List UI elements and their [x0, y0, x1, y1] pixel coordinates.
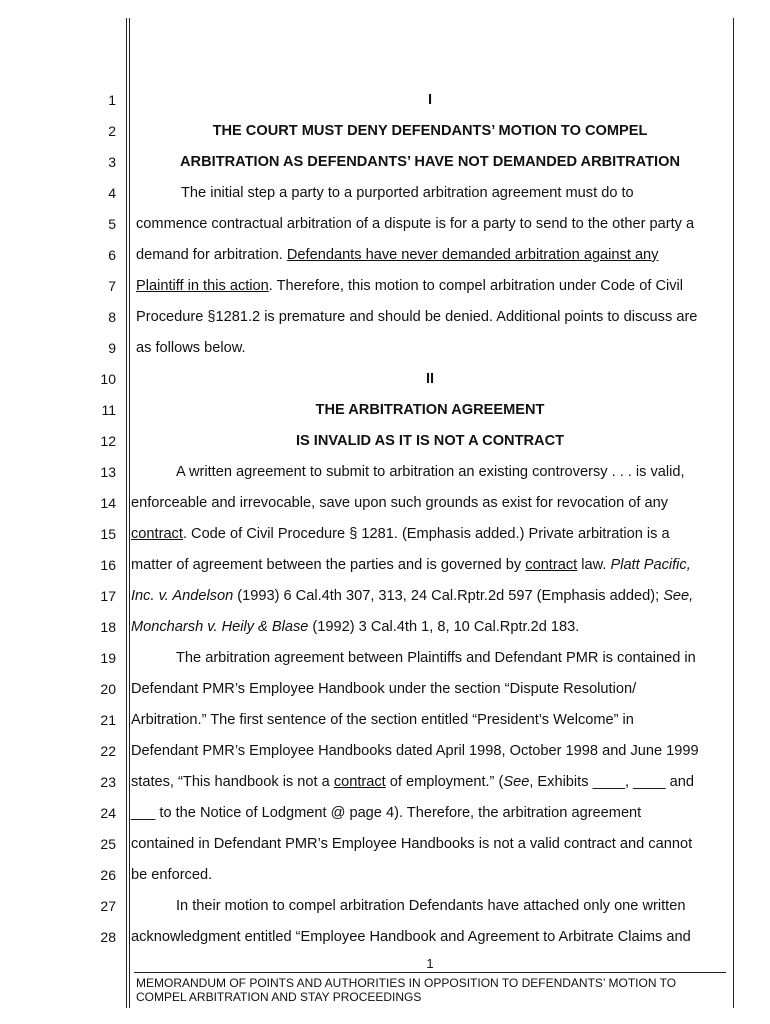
- underlined-text: contract: [131, 526, 183, 542]
- line-number: 4: [108, 185, 116, 201]
- line-number: 15: [100, 526, 116, 542]
- line-number: 18: [100, 619, 116, 635]
- line-number: 12: [100, 433, 116, 449]
- body-line-15: [131, 525, 670, 543]
- right-margin-rule: [733, 18, 734, 1008]
- body-line-4: The initial step a party to a purported arbitration agreement must do to: [181, 185, 634, 201]
- text-run: of employment.” (: [385, 774, 504, 790]
- body-line-8: Procedure §1281.2 is premature and should be denied. Additional points to discuss are: [136, 309, 698, 325]
- body-line-5: commence contractual arbitration of a dispute is for a party to send to the other party a: [136, 216, 695, 232]
- body-line-27: In their motion to compel arbitration Defendants have attached only one written: [176, 898, 686, 914]
- body-line-17: [131, 587, 693, 605]
- section-numeral-i: I: [427, 92, 433, 108]
- text-run: (1992) 3 Cal.4th 1, 8, 10 Cal.Rptr.2d 183.: [308, 619, 580, 635]
- section-heading-i-line2: ARBITRATION AS DEFENDANTS’ HAVE NOT DEMANDED ARBITRATION: [180, 154, 680, 170]
- section-heading-i-line1: THE COURT MUST DENY DEFENDANTS’ MOTION TO COMPEL: [212, 123, 648, 139]
- body-line-22: Defendant PMR’s Employee Handbooks dated April 1998, October 1998 and June 1999: [131, 743, 699, 759]
- line-number: 24: [100, 805, 116, 821]
- body-line-13: A written agreement to submit to arbitration an existing controversy . . . is valid,: [176, 464, 685, 480]
- section-heading-ii-line2: IS INVALID AS IT IS NOT A CONTRACT: [295, 433, 565, 449]
- case-citation: Inc. v. Andelson: [131, 588, 234, 604]
- footer-caption-line2: COMPEL ARBITRATION AND STAY PROCEEDINGS: [136, 990, 422, 1004]
- line-number: 7: [108, 278, 116, 294]
- body-line-25: contained in Defendant PMR’s Employee Handbooks is not a valid contract and cannot: [131, 836, 693, 852]
- body-line-28: acknowledgment entitled “Employee Handbook and Agreement to Arbitrate Claims and: [131, 929, 691, 945]
- line-number: 25: [100, 836, 116, 852]
- text-run: matter of agreement between the parties and is governed by: [131, 557, 526, 573]
- text-run: (1993) 6 Cal.4th 307, 313, 24 Cal.Rptr.2d 597 (Emphasis added);: [233, 588, 664, 604]
- page-number: 1: [426, 956, 434, 971]
- case-citation: Moncharsh v. Heily & Blase: [131, 619, 309, 635]
- line-number: 8: [108, 309, 116, 325]
- line-number: 13: [100, 464, 116, 480]
- body-line-6: [136, 246, 658, 264]
- body-line-19: The arbitration agreement between Plaintiffs and Defendant PMR is contained in: [176, 650, 696, 666]
- line-number: 2: [108, 123, 116, 139]
- line-number: 17: [100, 588, 116, 604]
- body-line-16: [131, 556, 691, 574]
- text-run: law.: [577, 557, 611, 573]
- body-line-24: ___ to the Notice of Lodgment @ page 4). Therefore, the arbitration agreement: [131, 805, 642, 821]
- body-line-18: [131, 618, 579, 636]
- signal-text: See: [503, 774, 530, 790]
- underlined-text: contract: [333, 774, 386, 790]
- line-number: 5: [108, 216, 116, 232]
- section-heading-ii-line1: THE ARBITRATION AGREEMENT: [315, 402, 545, 418]
- line-number: 23: [100, 774, 116, 790]
- line-number: 10: [100, 371, 116, 387]
- line-number: 20: [100, 681, 116, 697]
- footer-caption: [136, 976, 676, 1004]
- line-number: 26: [100, 867, 116, 883]
- underlined-text: contract: [525, 557, 578, 573]
- section-numeral-ii: II: [425, 371, 435, 387]
- line-number: 3: [108, 154, 116, 170]
- text-run: demand for arbitration.: [136, 247, 287, 263]
- body-line-21: Arbitration.” The first sentence of the section entitled “President’s Welcome” in: [131, 712, 634, 728]
- text-run: states, “This handbook is not a: [131, 774, 334, 790]
- text-run: , Exhibits ____, ____ and: [529, 774, 695, 790]
- line-number: 9: [108, 340, 116, 356]
- body-line-20: Defendant PMR’s Employee Handbook under the section “Dispute Resolution/: [131, 681, 637, 697]
- line-number: 11: [101, 402, 116, 418]
- text-run: . Code of Civil Procedure § 1281. (Emphasis added.) Private arbitration is a: [182, 526, 670, 542]
- line-number: 21: [100, 712, 116, 728]
- signal-text: See,: [663, 588, 694, 604]
- underlined-text: Plaintiff in this action: [136, 278, 269, 294]
- underlined-text: Defendants have never demanded arbitration against any: [286, 247, 659, 263]
- text-run: . Therefore, this motion to compel arbitration under Code of Civil: [268, 278, 684, 294]
- footer-divider: [134, 972, 726, 973]
- body-line-26: be enforced.: [131, 867, 213, 883]
- case-citation: Platt Pacific,: [610, 557, 691, 573]
- body-line-14: enforceable and irrevocable, save upon such grounds as exist for revocation of any: [131, 495, 669, 511]
- footer-caption-line1: MEMORANDUM OF POINTS AND AUTHORITIES IN OPPOSITION TO DEFENDANTS’ MOTION TO: [136, 976, 677, 990]
- body-line-7: [136, 277, 683, 295]
- line-number: 19: [100, 650, 116, 666]
- line-number: 28: [100, 929, 116, 945]
- body-line-9: as follows below.: [136, 340, 246, 356]
- line-number: 27: [100, 898, 116, 914]
- body-line-23: [131, 773, 694, 791]
- line-number: 14: [100, 495, 116, 511]
- line-number: 6: [108, 247, 116, 263]
- line-number: 1: [108, 92, 116, 108]
- left-margin-rule-outer: [126, 18, 127, 1008]
- line-number: 16: [100, 557, 116, 573]
- line-number: 22: [100, 743, 116, 759]
